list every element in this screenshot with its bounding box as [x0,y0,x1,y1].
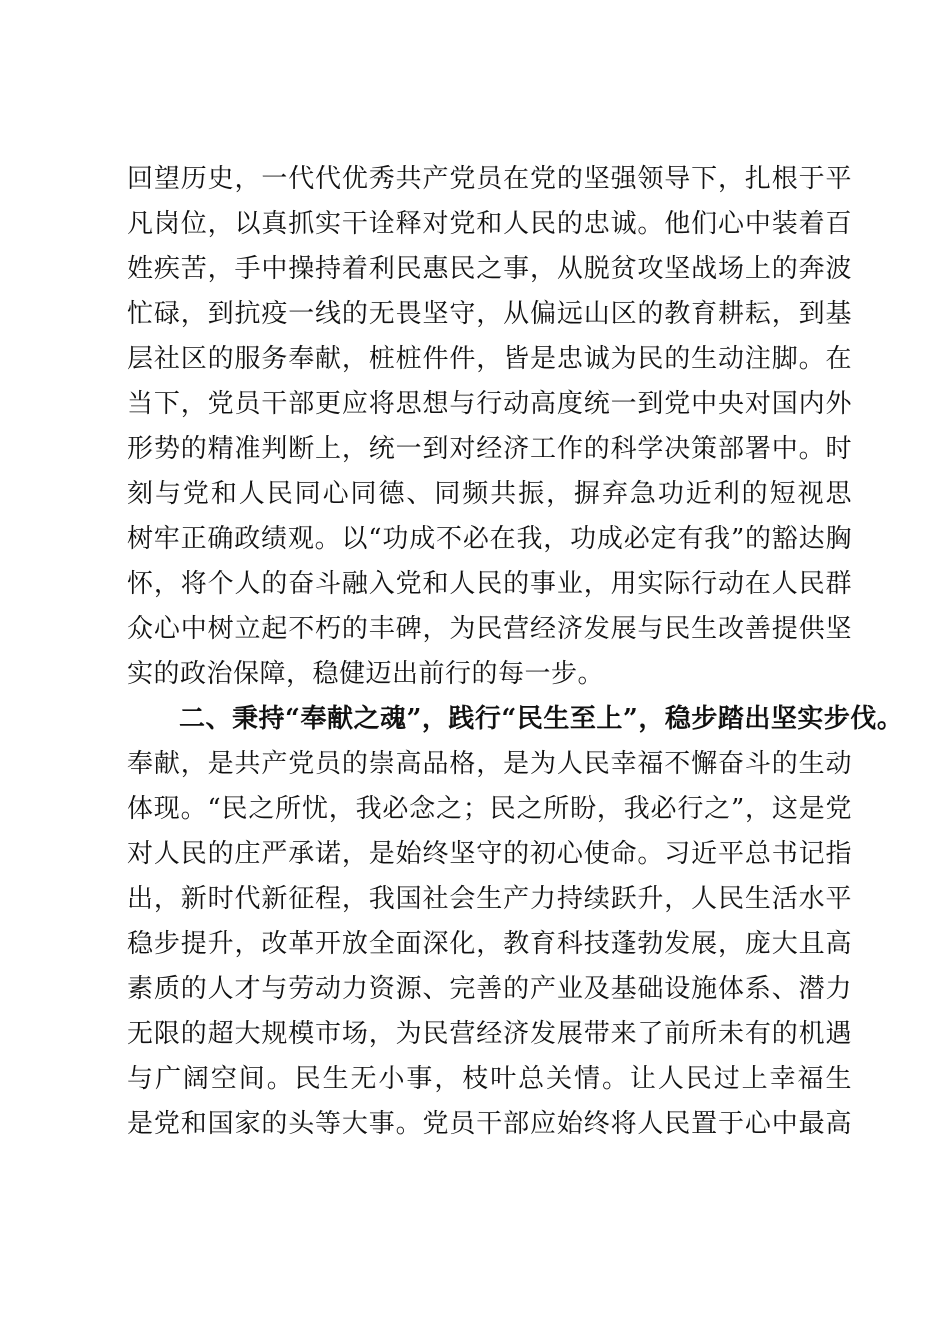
text-line: 怀，将个人的奋斗融入党和人民的事业，用实际行动在人民群 [127,569,852,599]
text-line: 树牢正确政绩观。以“功成不必在我，功成必定有我”的豁达胸 [127,524,852,554]
text-line: 出，新时代新征程，我国社会生产力持续跃升，人民生活水平 [127,884,852,914]
text-line: 是党和国家的头等大事。党员干部应始终将人民置于心中最高 [127,1109,852,1139]
text-line: 无限的超大规模市场，为民营经济发展带来了前所未有的机遇 [127,1019,852,1049]
text-line: 回望历史，一代代优秀共产党员在党的坚强领导下，扎根于平 [127,164,852,194]
text-line: 忙碌，到抗疫一线的无畏坚守，从偏远山区的教育耕耘，到基 [127,299,852,329]
text-line: 当下，党员干部更应将思想与行动高度统一到党中央对国内外 [127,389,852,419]
text-line: 凡岗位，以真抓实干诠释对党和人民的忠诚。他们心中装着百 [127,209,852,239]
section-heading: 二、秉持“奉献之魂”，践行“民生至上”，稳步踏出坚实步伐。 [179,704,904,734]
document-body [127,157,904,1147]
text-line: 体现。“民之所忧，我必念之；民之所盼，我必行之”，这是党 [127,794,852,824]
text-line: 形势的精准判断上，统一到对经济工作的科学决策部署中。时 [127,434,852,464]
text-line: 稳步提升，改革开放全面深化，教育科技蓬勃发展，庞大且高 [127,929,852,959]
text-line: 姓疾苦，手中操持着利民惠民之事，从脱贫攻坚战场上的奔波 [127,254,852,284]
text-line: 刻与党和人民同心同德、同频共振，摒弃急功近利的短视思 [127,479,852,509]
text-line: 与广阔空间。民生无小事，枝叶总关情。让人民过上幸福生 [127,1064,852,1094]
text-line: 实的政治保障，稳健迈出前行的每一步。 [127,659,605,689]
text-line: 奉献，是共产党员的崇高品格，是为人民幸福不懈奋斗的生动 [127,749,852,779]
text-line: 素质的人才与劳动力资源、完善的产业及基础设施体系、潜力 [127,974,852,1004]
text-line: 对人民的庄严承诺，是始终坚守的初心使命。习近平总书记指 [127,839,852,869]
text-line: 层社区的服务奉献，桩桩件件，皆是忠诚为民的生动注脚。在 [127,344,852,374]
text-line: 众心中树立起不朽的丰碑，为民营经济发展与民生改善提供坚 [127,614,852,644]
